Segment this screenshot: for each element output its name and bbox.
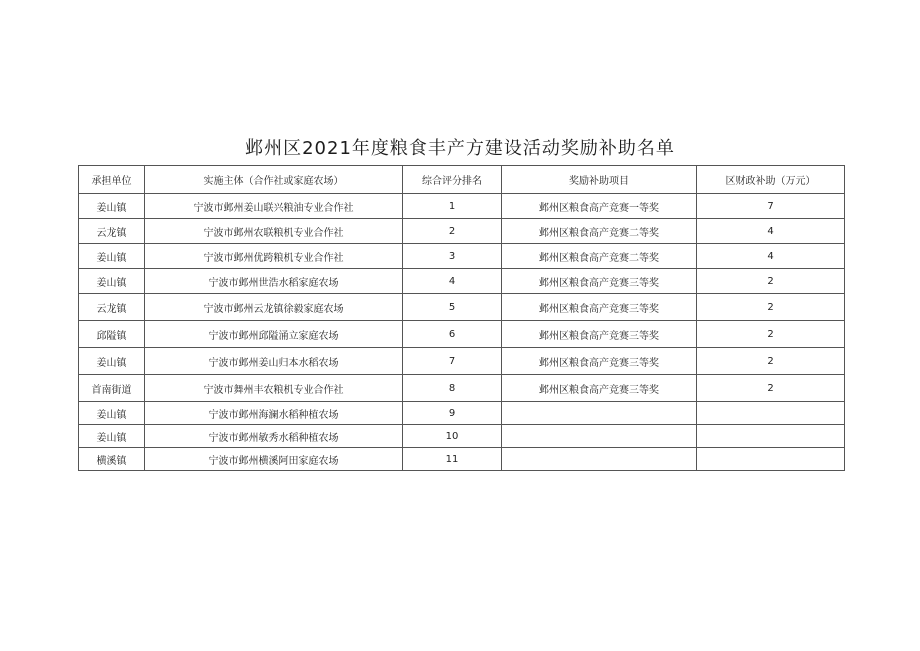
table-row bbox=[79, 294, 845, 321]
cell-unit: 姜山镇 bbox=[79, 269, 145, 294]
table-row bbox=[79, 321, 845, 348]
cell-unit: 云龙镇 bbox=[79, 219, 145, 244]
table-row bbox=[79, 269, 845, 294]
cell-entity: 宁波市邺州世浩水稻家庭农场 bbox=[145, 269, 403, 294]
cell-rank: 10 bbox=[403, 425, 502, 448]
cell-rank: 9 bbox=[403, 402, 502, 425]
cell-rank: 8 bbox=[403, 375, 502, 402]
cell-subsidy bbox=[697, 425, 845, 448]
cell-rank: 3 bbox=[403, 244, 502, 269]
table-row bbox=[79, 244, 845, 269]
header-unit: 承担单位 bbox=[79, 166, 145, 194]
cell-project: 邺州区粮食高产竞赛一等奖 bbox=[502, 194, 697, 219]
cell-subsidy: 4 bbox=[697, 244, 845, 269]
table-row bbox=[79, 375, 845, 402]
subsidy-table bbox=[78, 165, 845, 471]
cell-subsidy: 2 bbox=[697, 348, 845, 375]
header-project: 奖励补助项目 bbox=[502, 166, 697, 194]
table-row bbox=[79, 219, 845, 244]
cell-subsidy bbox=[697, 402, 845, 425]
cell-subsidy: 2 bbox=[697, 321, 845, 348]
cell-unit: 横溪镇 bbox=[79, 448, 145, 471]
cell-unit: 姜山镇 bbox=[79, 402, 145, 425]
table-header-row bbox=[79, 166, 845, 194]
cell-rank: 11 bbox=[403, 448, 502, 471]
cell-entity: 宁波市邺州优跨粮机专业合作社 bbox=[145, 244, 403, 269]
cell-subsidy bbox=[697, 448, 845, 471]
cell-subsidy: 4 bbox=[697, 219, 845, 244]
cell-subsidy: 2 bbox=[697, 294, 845, 321]
cell-project: 邺州区粮食高产竞赛三等奖 bbox=[502, 321, 697, 348]
cell-project: 邺州区粮食高产竞赛三等奖 bbox=[502, 348, 697, 375]
header-subsidy: 区财政补助（万元） bbox=[697, 166, 845, 194]
cell-rank: 5 bbox=[403, 294, 502, 321]
cell-subsidy: 2 bbox=[697, 375, 845, 402]
cell-entity: 宁波市邺州敏秀水稻种植农场 bbox=[145, 425, 403, 448]
cell-unit: 邱隘镇 bbox=[79, 321, 145, 348]
cell-project: 邺州区粮食高产竞赛三等奖 bbox=[502, 375, 697, 402]
cell-unit: 姜山镇 bbox=[79, 244, 145, 269]
cell-project bbox=[502, 425, 697, 448]
cell-unit: 姜山镇 bbox=[79, 348, 145, 375]
page-title: 邺州区2021年度粮食丰产方建设活动奖励补助名单 bbox=[245, 138, 675, 159]
cell-unit: 姜山镇 bbox=[79, 194, 145, 219]
cell-subsidy: 2 bbox=[697, 269, 845, 294]
header-rank: 综合评分排名 bbox=[403, 166, 502, 194]
cell-project: 邺州区粮食高产竞赛三等奖 bbox=[502, 269, 697, 294]
table-row bbox=[79, 425, 845, 448]
cell-rank: 7 bbox=[403, 348, 502, 375]
cell-entity: 宁波市邺州姜山联兴粮油专业合作社 bbox=[145, 194, 403, 219]
cell-project bbox=[502, 402, 697, 425]
cell-entity: 宁波市邺州邱隘涌立家庭农场 bbox=[145, 321, 403, 348]
cell-unit: 首南街道 bbox=[79, 375, 145, 402]
cell-entity: 宁波市邺州姜山归本水稻农场 bbox=[145, 348, 403, 375]
header-entity: 实施主体（合作社或家庭农场） bbox=[145, 166, 403, 194]
cell-project bbox=[502, 448, 697, 471]
cell-rank: 2 bbox=[403, 219, 502, 244]
cell-rank: 4 bbox=[403, 269, 502, 294]
table-row bbox=[79, 348, 845, 375]
cell-unit: 云龙镇 bbox=[79, 294, 145, 321]
cell-entity: 宁波市邺州农联粮机专业合作社 bbox=[145, 219, 403, 244]
cell-entity: 宁波市邺州横溪阿田家庭农场 bbox=[145, 448, 403, 471]
cell-entity: 宁波市舞州丰农粮机专业合作社 bbox=[145, 375, 403, 402]
table-row bbox=[79, 402, 845, 425]
cell-entity: 宁波市邺州云龙镇徐毅家庭农场 bbox=[145, 294, 403, 321]
cell-project: 邺州区粮食高产竞赛二等奖 bbox=[502, 244, 697, 269]
cell-project: 邺州区粮食高产竞赛二等奖 bbox=[502, 219, 697, 244]
table-row bbox=[79, 194, 845, 219]
cell-rank: 1 bbox=[403, 194, 502, 219]
cell-project: 邺州区粮食高产竞赛三等奖 bbox=[502, 294, 697, 321]
cell-rank: 6 bbox=[403, 321, 502, 348]
cell-subsidy: 7 bbox=[697, 194, 845, 219]
cell-unit: 姜山镇 bbox=[79, 425, 145, 448]
cell-entity: 宁波市邺州海澜水稻种植农场 bbox=[145, 402, 403, 425]
table-row bbox=[79, 448, 845, 471]
